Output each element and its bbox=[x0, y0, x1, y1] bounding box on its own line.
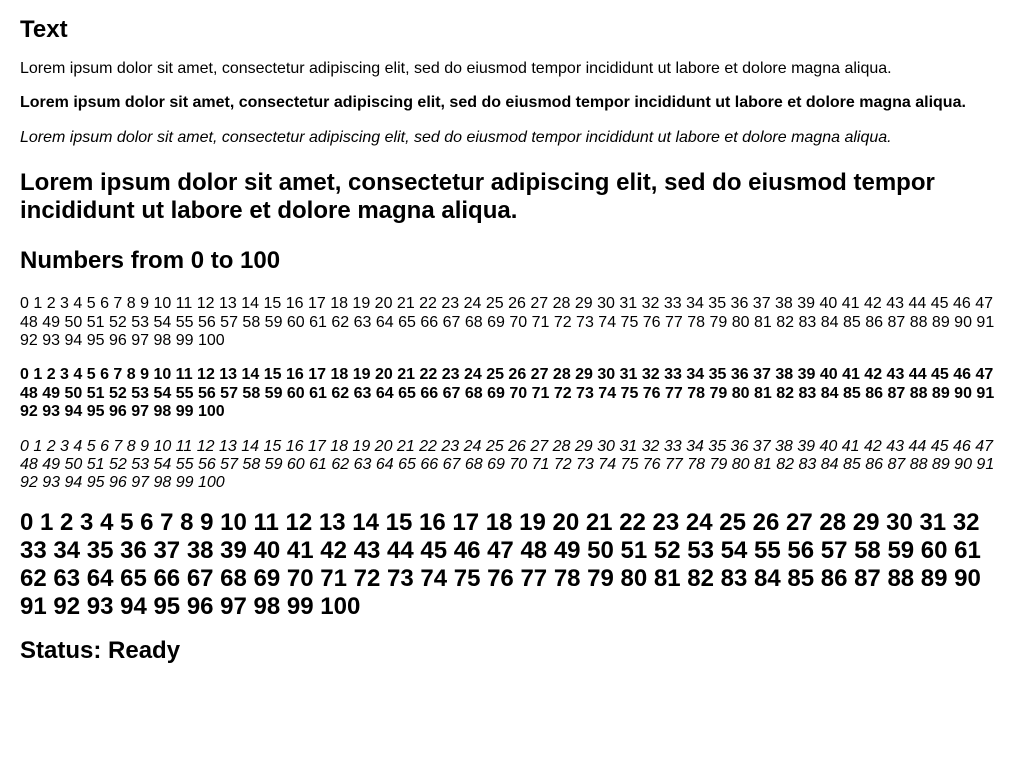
status-value: Ready bbox=[108, 636, 181, 664]
numbers-paragraph-bold: 0 1 2 3 4 5 6 7 8 9 10 11 12 13 14 15 16 17 18 19 20 21 22 23 24 25 26 27 28 29 30 31 32 33 34 35 36 37 38 39 40 41 42 43 44 45 46 47 48 49 50 51 52 53 54 55 56 57 58 59 60 61 62 63 64 65 66 67 68 69 70 71 72 73 74 75 76 77 78 79 80 81 82 83 84 85 86 87 88 89 90 91 92 93 94 95 96 97 98 99 100 bbox=[20, 366, 995, 421]
numbers-paragraph-normal: 0 1 2 3 4 5 6 7 8 9 10 11 12 13 14 15 16 17 18 19 20 21 22 23 24 25 26 27 28 29 30 31 32 33 34 35 36 37 38 39 40 41 42 43 44 45 46 47 48 49 50 51 52 53 54 55 56 57 58 59 60 61 62 63 64 65 66 67 68 69 70 71 72 73 74 75 76 77 78 79 80 81 82 83 84 85 86 87 88 89 90 91 92 93 94 95 96 97 98 99 100 bbox=[20, 295, 995, 349]
lorem-large-heading: Lorem ipsum dolor sit amet, consectetur adipiscing elit, sed do eiusmod tempor incididunt ut labore et dolore magna aliqua. bbox=[20, 169, 935, 225]
lorem-paragraph-normal: Lorem ipsum dolor sit amet, consectetur adipiscing elit, sed do eiusmod tempor incididunt ut labore et dolore magna aliqua. bbox=[20, 60, 892, 77]
status-label: Status: bbox=[20, 636, 102, 664]
numbers-heading: Numbers from 0 to 100 bbox=[20, 247, 281, 275]
lorem-paragraph-bold: Lorem ipsum dolor sit amet, consectetur adipiscing elit, sed do eiusmod tempor incididunt ut labore et dolore magna aliqua. bbox=[20, 94, 966, 112]
lorem-paragraph-italic: Lorem ipsum dolor sit amet, consectetur adipiscing elit, sed do eiusmod tempor incididunt ut labore et dolore magna aliqua. bbox=[20, 128, 892, 146]
numbers-paragraph-large-bold: 0 1 2 3 4 5 6 7 8 9 10 11 12 13 14 15 16 17 18 19 20 21 22 23 24 25 26 27 28 29 30 31 32 33 34 35 36 37 38 39 40 41 42 43 44 45 46 47 48 49 50 51 52 53 54 55 56 57 58 59 60 61 62 63 64 65 66 67 68 69 70 71 72 73 74 75 76 77 78 79 80 81 82 83 84 85 86 87 88 89 90 91 92 93 94 95 96 97 98 99 100 bbox=[20, 508, 981, 620]
status-line bbox=[20, 637, 1004, 665]
page-title: Text bbox=[20, 16, 68, 43]
document-body bbox=[20, 16, 1004, 665]
numbers-paragraph-italic: 0 1 2 3 4 5 6 7 8 9 10 11 12 13 14 15 16 17 18 19 20 21 22 23 24 25 26 27 28 29 30 31 32 33 34 35 36 37 38 39 40 41 42 43 44 45 46 47 48 49 50 51 52 53 54 55 56 57 58 59 60 61 62 63 64 65 66 67 68 69 70 71 72 73 74 75 76 77 78 79 80 81 82 83 84 85 86 87 88 89 90 91 92 93 94 95 96 97 98 99 100 bbox=[20, 437, 995, 492]
